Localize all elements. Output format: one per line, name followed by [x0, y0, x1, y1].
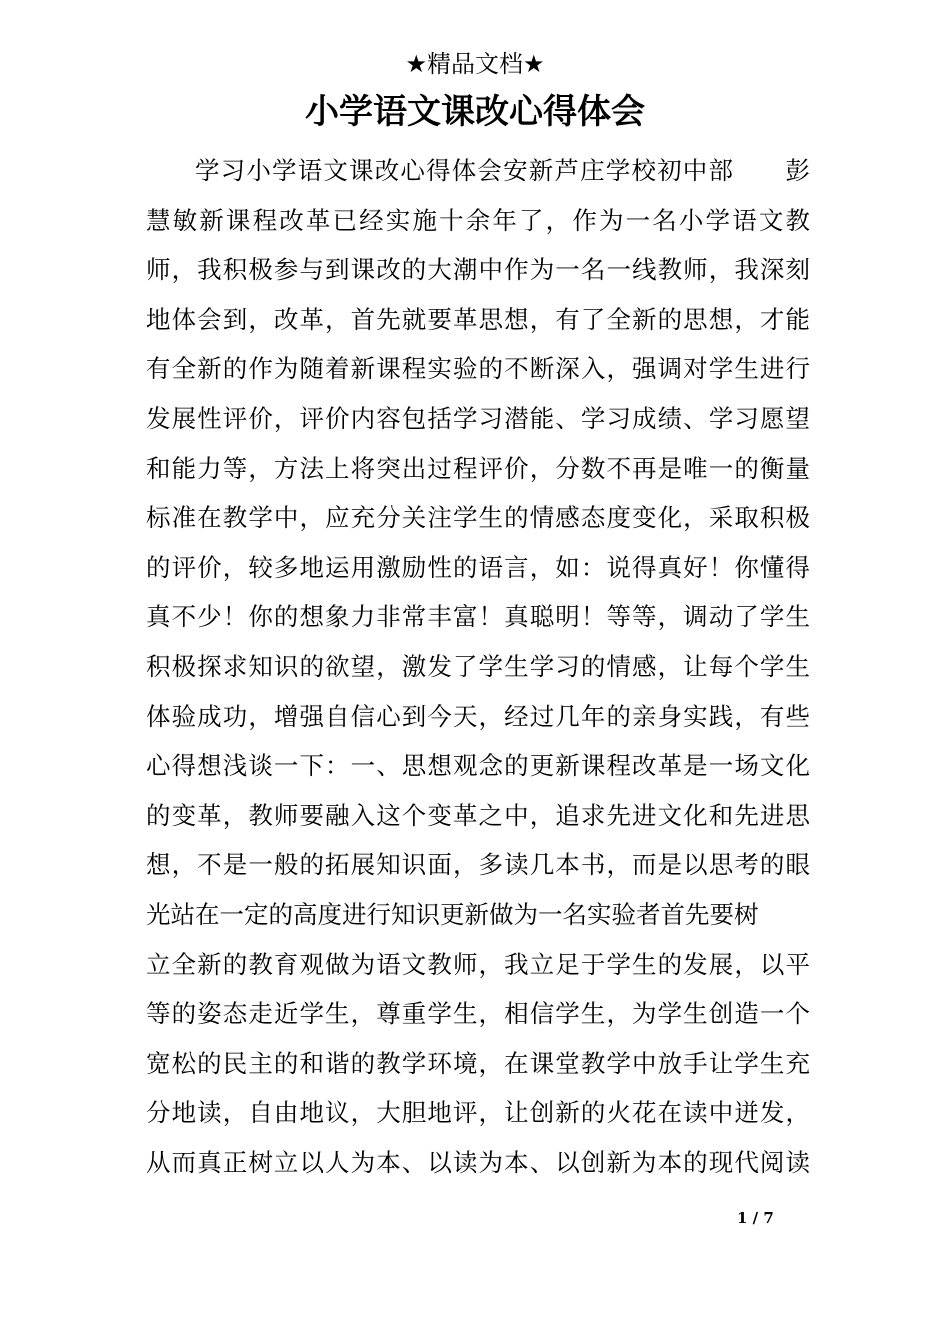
- body-line: 想，不是一般的拓展知识面，多读几本书，而是以思考的眼: [146, 850, 810, 880]
- body-line: 分地读，自由地议，大胆地评，让创新的火花在读中迸发，: [146, 1098, 810, 1128]
- header-mark: ★精品文档★: [405, 50, 545, 78]
- body-line: 立全新的教育观做为语文教师，我立足于学生的发展，以平: [146, 949, 810, 979]
- document-title: 小学语文课改心得体会: [305, 92, 645, 132]
- body-line: 光站在一定的高度进行知识更新做为一名实验者首先要树: [146, 899, 759, 929]
- body-line: 标准在教学中，应充分关注学生的情感态度变化，采取积极: [146, 503, 810, 533]
- body-line: 地体会到，改革，首先就要革思想，有了全新的思想，才能: [146, 304, 810, 334]
- body-line: 发展性评价，评价内容包括学习潜能、学习成绩、学习愿望: [146, 403, 810, 433]
- body-line: 学习小学语文课改心得体会安新芦庄学校初中部 彭: [195, 156, 810, 185]
- body-line: 体验成功，增强自信心到今天，经过几年的亲身实践，有些: [146, 701, 810, 731]
- body-line: 积极探求知识的欲望，激发了学生学习的情感，让每个学生: [146, 651, 810, 681]
- body-line: 从而真正树立以人为本、以读为本、以创新为本的现代阅读: [146, 1147, 810, 1177]
- body-line: 的评价，较多地运用激励性的语言，如：说得真好！你懂得: [146, 552, 810, 582]
- body-line: 真不少！你的想象力非常丰富！真聪明！等等，调动了学生: [146, 602, 810, 632]
- body-line: 等的姿态走近学生，尊重学生，相信学生，为学生创造一个: [146, 999, 810, 1029]
- body-line: 的变革，教师要融入这个变革之中，追求先进文化和先进思: [146, 800, 810, 830]
- document-body: [146, 146, 810, 1187]
- body-line: 宽松的民主的和谐的教学环境，在课堂教学中放手让学生充: [146, 1048, 810, 1078]
- body-line: 慧敏新课程改革已经实施十余年了，作为一名小学语文教: [146, 205, 810, 235]
- body-line: 师，我积极参与到课改的大潮中作为一名一线教师，我深刻: [146, 255, 810, 285]
- body-line: 心得想浅谈一下：一、思想观念的更新课程改革是一场文化: [146, 751, 810, 781]
- body-line: 有全新的作为随着新课程实验的不断深入，强调对学生进行: [146, 354, 810, 384]
- page-number: 1 / 7: [737, 1209, 774, 1227]
- body-line: 和能力等，方法上将突出过程评价，分数不再是唯一的衡量: [146, 453, 810, 483]
